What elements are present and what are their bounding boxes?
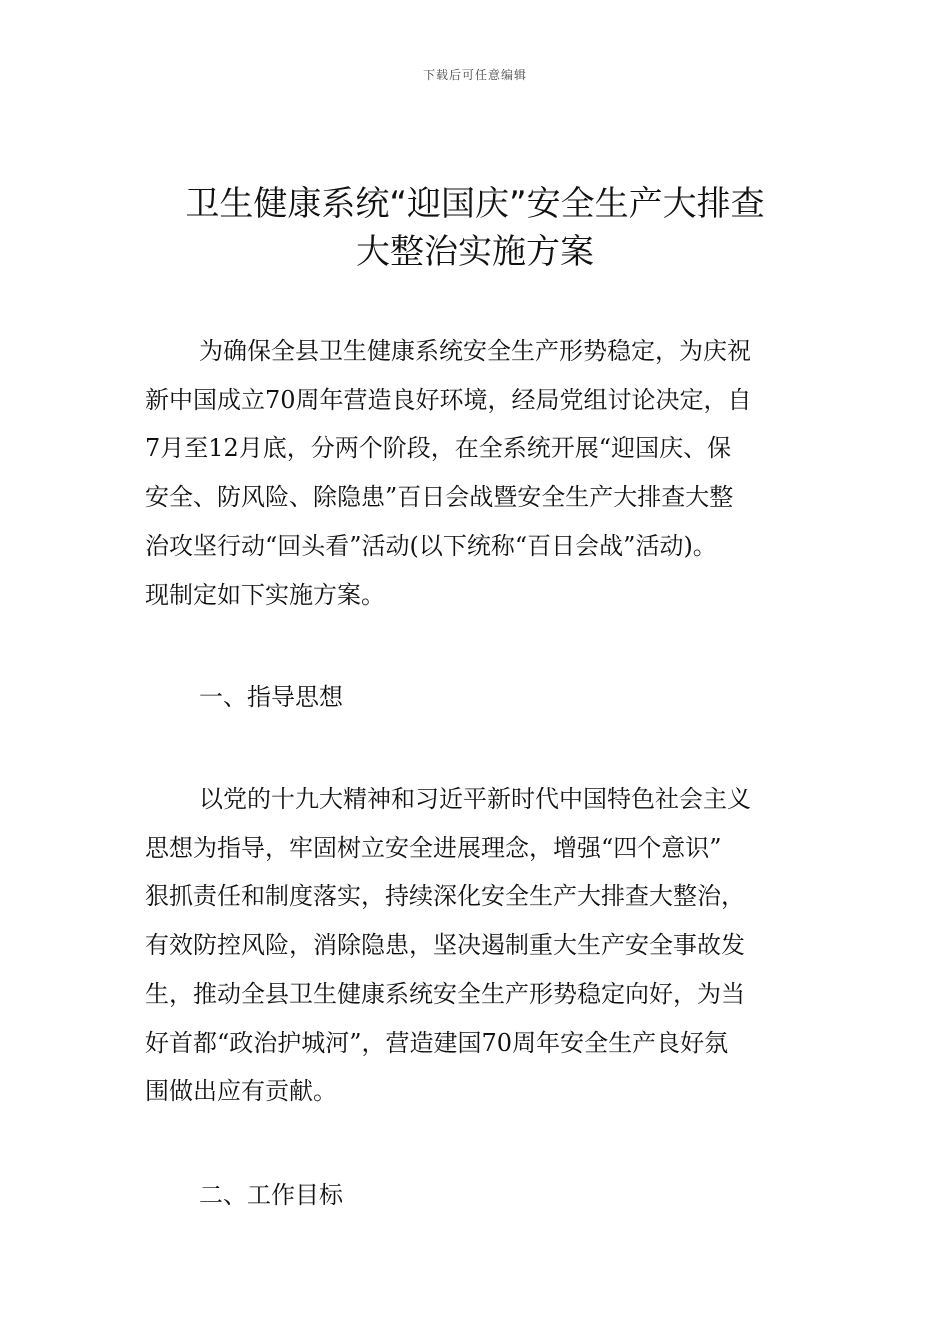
paragraph-line: 围做出应有贡献。 [145, 1077, 337, 1106]
header-note: 下载后可任意编辑 [422, 68, 527, 82]
guiding-ideology-paragraph [145, 775, 820, 1116]
section-heading-guiding-ideology: 一、指导思想 [199, 683, 343, 711]
paragraph-line: 好首都“政治护城河”，营造建国70周年安全生产良好氛 [145, 1028, 729, 1057]
paragraph-line: 治攻坚行动“回头看”活动(以下统称“百日会战”活动)。 [145, 531, 717, 560]
document-title [100, 180, 850, 276]
paragraph-line: 有效防控风险，消除隐患，坚决遏制重大生产安全事故发 [145, 931, 745, 960]
section-heading-work-goals: 二、工作目标 [199, 1181, 343, 1209]
title-line-2: 大整治实施方案 [356, 232, 594, 272]
paragraph-line: 以党的十九大精神和习近平新时代中国特色社会主义 [199, 785, 751, 813]
paragraph-line: 生，推动全县卫生健康系统安全生产形势稳定向好，为当 [145, 979, 745, 1008]
paragraph-line: 7月至12月底，分两个阶段，在全系统开展“迎国庆、保 [145, 434, 732, 463]
paragraph-line: 狠抓责任和制度落实，持续深化安全生产大排查大整治， [145, 882, 745, 911]
intro-paragraph [145, 327, 820, 619]
paragraph-line: 安全、防风险、除隐患”百日会战暨安全生产大排查大整 [145, 483, 734, 512]
paragraph-line: 现制定如下实施方案。 [145, 580, 385, 609]
paragraph-line: 新中国成立70周年营造良好环境，经局党组讨论决定，自 [145, 385, 752, 414]
title-line-1: 卫生健康系统“迎国庆”安全生产大排查 [185, 184, 765, 224]
paragraph-line: 思想为指导，牢固树立安全进展理念，增强“四个意识” [145, 833, 722, 862]
paragraph-line: 为确保全县卫生健康系统安全生产形势稳定，为庆祝 [199, 337, 751, 365]
